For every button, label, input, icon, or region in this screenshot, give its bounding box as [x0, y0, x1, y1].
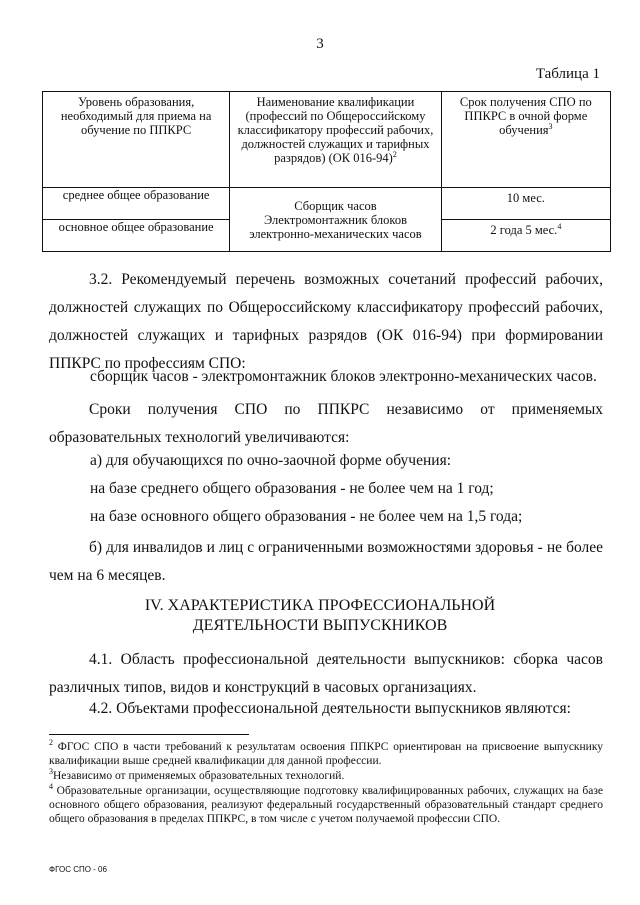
qualification-line: Электромонтажник блоков электронно-механических часов — [249, 212, 422, 241]
cell-qualification — [230, 188, 441, 252]
cell-level: основное общее образование — [43, 220, 230, 252]
footnote: $^3$Независимо от применяемых образовательных технологий. — [49, 767, 345, 782]
header-term: Срок получения СПО по ППКРС в очной форме обучения$^3$ — [441, 92, 610, 188]
item-a: а) для обучающихся по очно-заочной форме обучения: — [90, 452, 452, 469]
paragraph-4-2: 4.2. Объектами профессиональной деятельности выпускников являются: — [89, 700, 571, 717]
header-education-level: Уровень образования, необходимый для приема на обучение по ППКРС — [43, 92, 230, 188]
combination-text: сборщик часов - электромонтажник блоков электронно-механических часов. — [90, 368, 597, 385]
paragraph-4-1: 4.1. Область профессиональной деятельности выпускников: сборка часов различных типов, видов и конструкций в часовых организациях. — [49, 651, 603, 696]
footnote-ref-3: 3 — [548, 121, 553, 131]
footnote: $^2$ ФГОС СПО в части требований к результатам освоения ППКРС ориентирован на присвоение выпускнику квалификации выше средней квалификации для данной профессии. — [49, 738, 604, 767]
cell-term: 2 года 5 мес.$^4$ — [441, 220, 610, 252]
footer-code: ФГОС СПО - 06 — [49, 865, 107, 874]
table-row — [43, 188, 611, 220]
terms-intro: Сроки получения СПО по ППКРС независимо от применяемых образовательных технологий увеличиваются: — [49, 401, 603, 446]
page-number: 3 — [316, 36, 324, 52]
section-title — [0, 596, 640, 636]
section-title-line: IV. ХАРАКТЕРИСТИКА ПРОФЕССИОНАЛЬНОЙ — [144, 597, 496, 614]
footnote-ref-2: 2 — [392, 149, 397, 159]
table-header-row — [43, 92, 611, 188]
header-qualification-name: Наименование квалификации (профессий по Общероссийскому классификатору профессий рабочих, должностей служащих и тарифных разрядов) (ОК 016-94)$^2$ — [230, 92, 441, 188]
section-title-line: ДЕЯТЕЛЬНОСТИ ВЫПУСКНИКОВ — [192, 617, 448, 634]
footnote-divider — [49, 734, 249, 735]
table-caption: Таблица 1 — [535, 66, 600, 82]
item-b: б) для инвалидов и лиц с ограниченными возможностями здоровья - не более чем на 6 месяцев. — [49, 539, 603, 584]
paragraph-3-2: 3.2. Рекомендуемый перечень возможных сочетаний профессий рабочих, должностей служащих по Общероссийскому классификатору профессий рабочих, должностей служащих и тарифных разрядов (ОК 016-94) при формировании ППКРС по профессиям СПО: — [49, 271, 603, 372]
qualification-table — [42, 91, 611, 252]
footnote-ref-4: 4 — [557, 221, 562, 231]
item-a2: на базе основного общего образования - не более чем на 1,5 года; — [90, 508, 523, 525]
cell-term: 10 мес. — [441, 188, 610, 220]
cell-level: среднее общее образование — [43, 188, 230, 220]
item-a1: на базе среднего общего образования - не более чем на 1 год; — [90, 480, 494, 497]
qualification-line: Сборщик часов — [294, 198, 377, 213]
footnote: $^4$ Образовательные организации, осуществляющие подготовку квалифицированных рабочих, служащих на базе основного общего образования, реализуют федеральный государственный образовательный стандарт среднего общего образования в пределах ППКРС, в том числе с учетом получаемой профессии СПО. — [49, 782, 603, 825]
